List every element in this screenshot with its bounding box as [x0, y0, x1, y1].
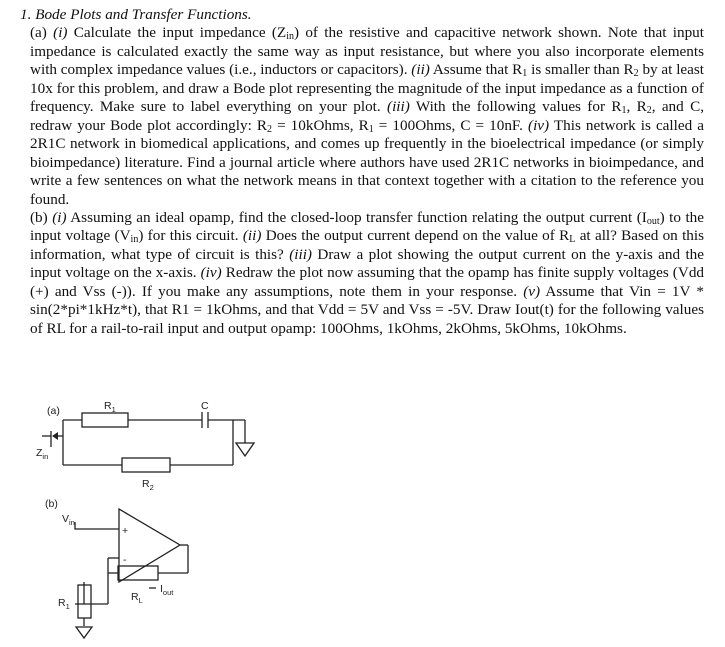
opamp-minus: -	[123, 554, 127, 566]
capacitor-label: C	[201, 400, 209, 412]
circuit-b	[75, 509, 188, 638]
rl-label: $R_L$	[131, 591, 143, 605]
vin-wire	[75, 522, 119, 529]
circuit-a	[42, 412, 254, 472]
r1-resistor	[82, 413, 128, 427]
opamp-triangle	[119, 509, 180, 582]
iout-label: $I_{out}$	[160, 583, 174, 597]
r1-label-b: $R_1$	[58, 597, 70, 611]
r1-label-a: $R_1$	[104, 400, 116, 414]
ground-b-icon	[76, 627, 92, 638]
part-b-paragraph: (b) (i) Assuming an ideal opamp, find the closed-loop transfer function relating the output current $(I_{out})$ to the input voltage $(V_{in})$ for this circuit. (ii) Does the output current depend on the value of $R_L$ at all? Based on this information, what type of circuit is this? (iii) Draw a plot showing the output current on the y-axis and the input voltage on the x-axis. (iv) Redraw the plot now assuming that the opamp has finite supply voltages (Vdd (+) and Vss (-)). If you make any assumptions, note them in your response. (v) Assume that Vin = 1V * sin(2*pi*1kHz*t), that R1 = 1kOhms, and that Vdd = 5V and Vss = -5V. Draw Iout(t) for the following values of RL for a rail-to-rail input and output opamp: 100Ohms, 1kOhms, 2kOhms, 5kOhms, 10kOhms.	[30, 208, 705, 337]
rl-resistor	[118, 566, 158, 580]
ground-icon	[236, 443, 254, 456]
zin-arrow-icon	[52, 432, 58, 440]
vin-label: $V_{in}$	[62, 513, 75, 527]
diagram-b-label: (b)	[45, 498, 58, 510]
r2-label: $R_2$	[142, 478, 154, 492]
diagram-a-label: (a)	[47, 405, 60, 417]
r2-resistor	[122, 458, 170, 472]
zin-label: $Z_{in}$	[36, 447, 49, 461]
problem-title: 1. Bode Plots and Transfer Functions.	[20, 6, 252, 23]
part-a-paragraph: (a) (i) Calculate the input impedance $(Z_{in})$ of the resistive and capacitive network shown. Note that input impedance is calculated exactly the same way as input resistance, but where you also incorporate elements with complex impedance values (i.e., inductors or capacitors). (ii) Assume that $R_1$ is smaller than $R_2$ by at least 10x for this problem, and draw a Bode plot representing the magnitude of the input impedance as a function of frequency. Make sure to label everything on your plot. (iii) With the following values for $R_1$, $R_2$, and C, redraw your Bode plot accordingly: $R_2$ = 10kOhms, $R_1$ = 100Ohms, C = 10nF. (iv) This network is called a 2R1C network in biomedical applications, and comes up frequently in the bioelectrical impedance (or simply bioimpedance) literature. Find a journal article where authors have used 2R1C networks in bioimpedance, and write a few sentences on what the network means in that context together with a citation to the reference you found.	[30, 24, 705, 208]
opamp-plus: +	[122, 525, 129, 537]
